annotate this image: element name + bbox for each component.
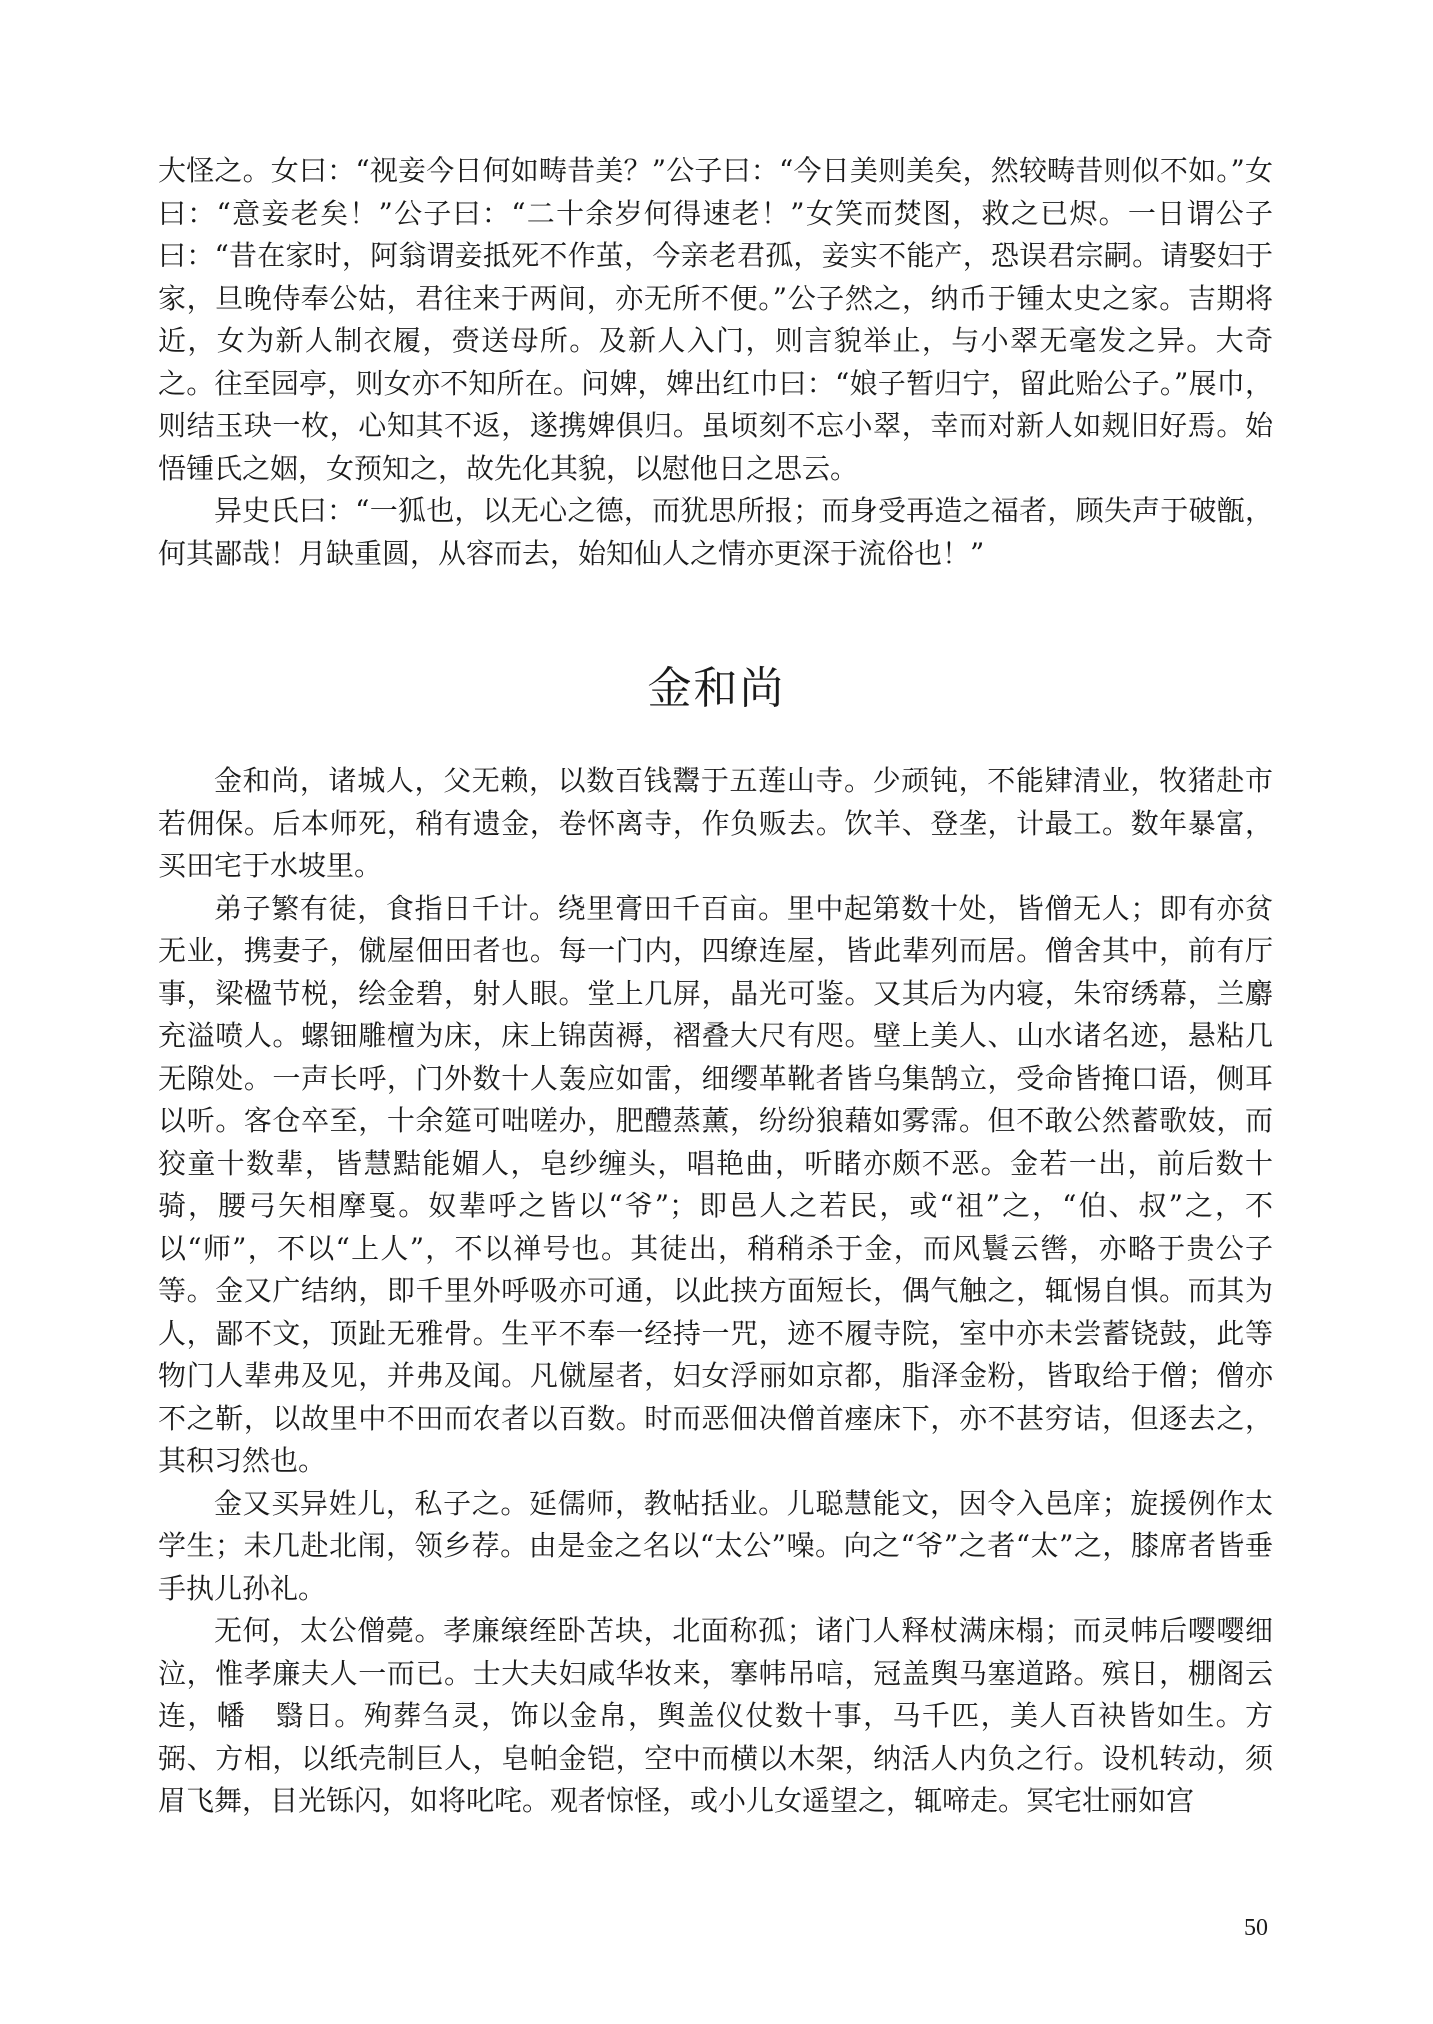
chapter-body [158, 760, 1273, 1823]
chapter-title: 金和尚 [647, 663, 786, 714]
previous-story-text [158, 150, 1273, 575]
page-number: 50 [1244, 1915, 1268, 1941]
paragraph: 异史氏曰：“一狐也，以无心之德，而犹思所报；而身受再造之福者，顾失声于破甑，何其鄙哉！月缺重圆，从容而去，始知仙人之情亦更深于流俗也！” [158, 494, 1273, 570]
paragraph: 弟子繁有徒，食指日千计。绕里膏田千百亩。里中起第数十处，皆僧无人；即有亦贫无业，携妻子，僦屋佃田者也。每一门内，四缭连屋，皆此辈列而居。僧舍其中，前有厅事，梁楹节棁，绘金碧，射人眼。堂上几屏，晶光可鉴。又其后为内寝，朱帘绣幕，兰麝充溢喷人。螺钿雕檀为床，床上锦茵褥，褶叠大尺有咫。壁上美人、山水诸名迹，悬粘几无隙处。一声长呼，门外数十人轰应如雷，细缨革靴者皆乌集鹄立，受命皆掩口语，侧耳以听。客仓卒至，十余筵可咄嗟办，肥醴蒸薰，纷纷狼藉如雾霈。但不敢公然蓄歌妓，而狡童十数辈，皆慧黠能媚人，皂纱缠头，唱艳曲，听睹亦颇不恶。金若一出，前后数十骑，腰弓矢相摩戛。奴辈呼之皆以“爷”；即邑人之若民，或“祖”之，“伯、叔”之，不以“师”，不以“上人”，不以禅号也。其徒出，稍稍杀于金，而风鬟云辔，亦略于贵公子等。金又广结纳，即千里外呼吸亦可通，以此挟方面短长，偶气触之，辄惕自惧。而其为人，鄙不文，顶趾无雅骨。生平不奉一经持一咒，迹不履寺院，室中亦未尝蓄铙鼓，此等物门人辈弗及见，并弗及闻。凡僦屋者，妇女浮丽如京都，脂泽金粉，皆取给于僧；僧亦不之靳，以故里中不田而农者以百数。时而恶佃决僧首瘗床下，亦不甚穷诘，但逐去之，其积习然也。 [158, 891, 1273, 1477]
paragraph: 大怪之。女曰：“视妾今日何如畴昔美？”公子曰：“今日美则美矣，然较畴昔则似不如。”女曰：“意妾老矣！”公子曰：“二十余岁何得速老！”女笑而焚图，救之已烬。一日谓公子曰：“昔在家时，阿翁谓妾抵死不作茧，今亲老君孤，妾实不能产，恐误君宗嗣。请娶妇于家，旦晚侍奉公姑，君往来于两间，亦无所不便。”公子然之，纳币于锺太史之家。吉期将近，女为新人制衣履，赍送母所。及新人入门，则言貌举止，与小翠无毫发之异。大奇之。往至园亭，则女亦不知所在。问婢，婢出红巾曰：“娘子暂归宁，留此贻公子。”展巾，则结玉玦一枚，心知其不返，遂携婢俱归。虽顷刻不忘小翠，幸而对新人如觌旧好焉。始悟锺氏之姻，女预知之，故先化其貌，以慰他日之思云。 [158, 154, 1273, 485]
paragraph: 金又买异姓儿，私子之。延儒师，教帖括业。儿聪慧能文，因令入邑庠；旋援例作太学生；未几赴北闱，领乡荐。由是金之名以“太公”噪。向之“爷”之者“太”之，膝席者皆垂手执儿孙礼。 [158, 1486, 1273, 1605]
paragraph: 无何，太公僧薨。孝廉缞绖卧苫块，北面称孤；诸门人释杖满床榻；而灵帏后嘤嘤细泣，惟孝廉夫人一而已。士大夫妇咸华妆来，搴帏吊唁，冠盖舆马塞道路。殡日，棚阁云连，幡 翳日。殉葬刍灵，饰以金帛，舆盖仪仗数十事，马千匹，美人百袂皆如生。方弼、方相，以纸壳制巨人，皂帕金铠，空中而横以木架，纳活人内负之行。设机转动，须眉飞舞，目光铄闪，如将叱咤。观者惊怪，或小儿女遥望之，辄啼走。冥宅壮丽如宫 [158, 1614, 1273, 1817]
paragraph: 金和尚，诸城人，父无赖，以数百钱鬻于五莲山寺。少顽钝，不能肄清业，牧猪赴市若佣保。后本师死，稍有遗金，卷怀离寺，作负贩去。饮羊、登垄，计最工。数年暴富，买田宅于水坡里。 [158, 764, 1273, 882]
